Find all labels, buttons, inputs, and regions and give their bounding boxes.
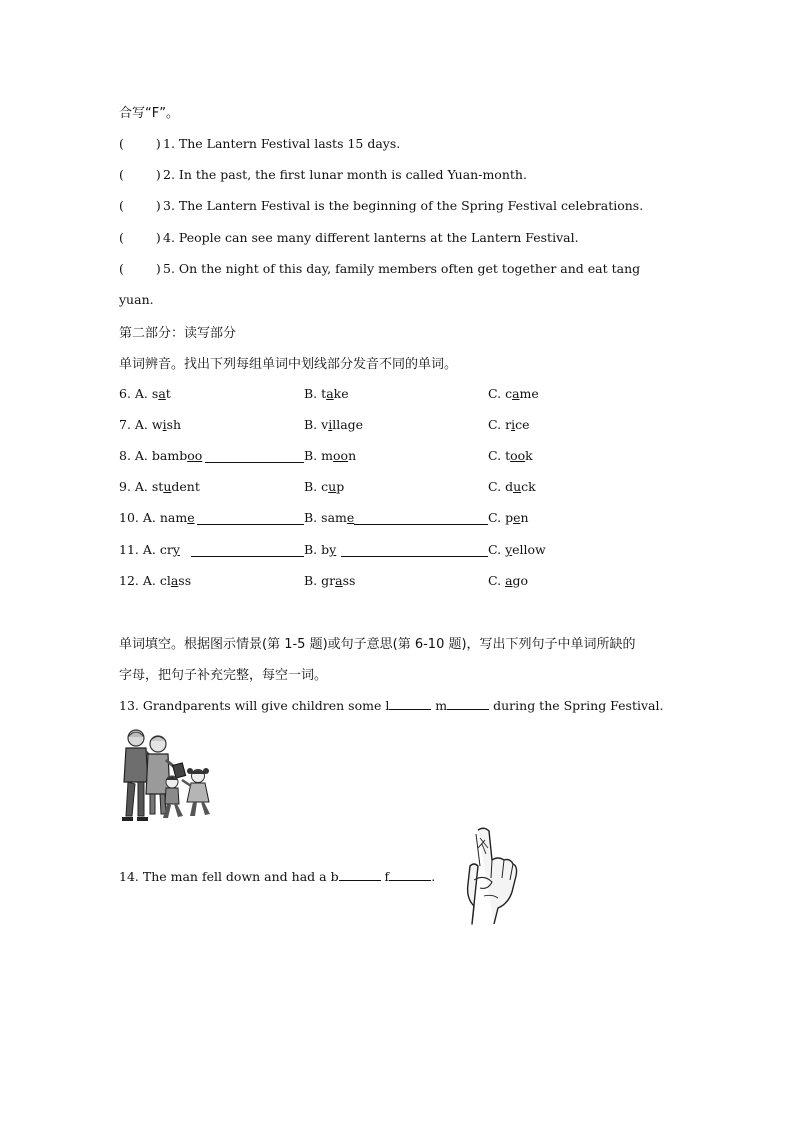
tf-item-text: 3. The Lantern Festival is the beginning of the Spring Festival celebrations. (163, 198, 644, 213)
word-start: c (505, 386, 513, 401)
word-start: w (151, 417, 163, 432)
phonics-option-c (488, 417, 529, 432)
word-start: st (151, 479, 164, 494)
tf-item (119, 136, 400, 151)
word-end: ke (333, 386, 349, 401)
phonics-option-b (304, 448, 356, 463)
intro-line: 合写“F”。 (119, 106, 179, 121)
word-start: d (505, 479, 514, 494)
word-start: p (505, 510, 514, 525)
phonics-option-b (304, 417, 363, 432)
q14-text-mid: f (380, 869, 390, 884)
option-label: B. (304, 542, 318, 557)
word-end: t (165, 386, 171, 401)
underlined-part: i (328, 417, 333, 432)
underlined-part: y (329, 542, 337, 557)
phonics-option-a (119, 448, 202, 463)
answer-parentheses[interactable] (119, 136, 163, 151)
paren-open: ( (119, 198, 124, 213)
underlined-part: u (513, 479, 522, 494)
word-start: b (321, 542, 330, 557)
word-end: me (519, 386, 539, 401)
answer-parentheses[interactable] (119, 167, 163, 182)
underlined-part: a (326, 386, 334, 401)
paren-open: ( (119, 230, 124, 245)
word-end: n (520, 510, 529, 525)
underline-leader (341, 556, 488, 557)
word-start: s (151, 386, 159, 401)
word-end: ss (342, 573, 356, 588)
underlined-part: oo (187, 448, 203, 463)
answer-parentheses[interactable] (119, 261, 163, 276)
underlined-part: i (511, 417, 516, 432)
word-end: p (336, 479, 345, 494)
option-label: B. (304, 573, 318, 588)
option-label: B. (304, 479, 318, 494)
word-end: n (348, 448, 357, 463)
underlined-part: e (187, 510, 195, 525)
option-label: C. (488, 448, 502, 463)
tf-item (119, 167, 527, 182)
option-label: B. (304, 386, 318, 401)
option-label: 10. A. (119, 510, 156, 525)
q14-blank-1[interactable] (339, 869, 381, 881)
finger-illustration (458, 826, 520, 926)
option-label: 6. A. (119, 386, 148, 401)
underlined-part: y (505, 542, 513, 557)
phonics-option-a (119, 479, 200, 494)
option-label: C. (488, 417, 502, 432)
underlined-part: a (505, 573, 513, 588)
tf-item (119, 198, 643, 213)
phonics-option-a (119, 386, 171, 401)
word-start: bamb (151, 448, 188, 463)
word-end: go (512, 573, 529, 588)
question-13 (119, 698, 663, 713)
word-end: sh (166, 417, 182, 432)
word-start: v (321, 417, 329, 432)
word-start: cr (159, 542, 173, 557)
underline-leader (205, 462, 304, 463)
phonics-option-c (488, 510, 529, 525)
phonics-option-a (119, 573, 191, 588)
word-start: nam (159, 510, 188, 525)
underlined-part: e (513, 510, 521, 525)
word-end: dent (171, 479, 200, 494)
word-end: ellow (512, 542, 546, 557)
phonics-option-c (488, 542, 546, 557)
paren-open: ( (119, 261, 124, 276)
q13-text-mid: m (431, 698, 448, 713)
underlined-part: e (346, 510, 355, 525)
option-label: C. (488, 479, 502, 494)
q13-text-post: during the Spring Festival. (489, 698, 664, 713)
q14-blank-2[interactable] (389, 869, 431, 881)
underlined-part: u (328, 479, 337, 494)
word-end: ce (515, 417, 530, 432)
underlined-part: a (170, 573, 179, 588)
phonics-option-b (304, 510, 354, 525)
tf-item (119, 230, 579, 245)
option-label: C. (488, 542, 502, 557)
paren-close: ) (155, 167, 161, 182)
phonics-option-c (488, 573, 528, 588)
option-label: C. (488, 386, 502, 401)
phonics-option-c (488, 448, 533, 463)
option-label: B. (304, 417, 318, 432)
fill-instruction-line1: 单词填空。根据图示情景(第 1-5 题)或句子意思(第 6-10 题)，写出下列句子中单词所缺的 (119, 637, 636, 652)
option-label: B. (304, 448, 318, 463)
phonics-instruction: 单词辨音。找出下列每组单词中划线部分发音不同的单词。 (119, 357, 458, 372)
word-end: ck (521, 479, 536, 494)
phonics-option-a (119, 510, 195, 525)
fill-instruction-line2: 字母，把句子补充完整，每空一词。 (119, 668, 328, 683)
option-label: 8. A. (119, 448, 148, 463)
underlined-part: y (172, 542, 180, 557)
underline-leader (354, 524, 488, 525)
phonics-option-a (119, 542, 180, 557)
tf-item-text: 1. The Lantern Festival lasts 15 days. (163, 136, 401, 151)
option-label: 7. A. (119, 417, 148, 432)
tf-item (119, 261, 640, 276)
option-label: B. (304, 510, 318, 525)
paren-close: ) (155, 136, 161, 151)
family-illustration (118, 724, 214, 824)
underline-leader (191, 556, 304, 557)
underlined-part: a (512, 386, 520, 401)
paren-open: ( (119, 136, 124, 151)
paren-close: ) (155, 198, 161, 213)
phonics-option-c (488, 479, 536, 494)
answer-parentheses[interactable] (119, 230, 163, 245)
q14-text-post: . (431, 869, 436, 884)
word-end: llage (332, 417, 364, 432)
tf-item-text: 4. People can see many different lanterns at the Lantern Festival. (163, 230, 579, 245)
phonics-option-b (304, 479, 344, 494)
word-start: c (321, 479, 329, 494)
word-start: m (321, 448, 334, 463)
option-label: C. (488, 510, 502, 525)
word-end: k (525, 448, 533, 463)
word-start: cl (159, 573, 171, 588)
paren-close: ) (155, 230, 161, 245)
phonics-option-a (119, 417, 181, 432)
underlined-part: oo (510, 448, 526, 463)
option-label: 11. A. (119, 542, 156, 557)
phonics-option-b (304, 386, 349, 401)
phonics-option-b (304, 573, 355, 588)
underlined-part: a (158, 386, 166, 401)
word-start: r (505, 417, 512, 432)
underlined-part: u (163, 479, 172, 494)
answer-parentheses[interactable] (119, 198, 163, 213)
part2-title: 第二部分：读写部分 (119, 326, 237, 341)
phonics-option-c (488, 386, 539, 401)
underlined-part: i (162, 417, 167, 432)
word-start: sam (321, 510, 347, 525)
word-end: ss (178, 573, 192, 588)
phonics-option-b (304, 542, 336, 557)
q13-text-pre: 13. Grandparents will give children some l (119, 698, 390, 713)
q13-blank-1[interactable] (389, 698, 431, 710)
underlined-part: oo (333, 448, 349, 463)
paren-open: ( (119, 167, 124, 182)
q14-text-pre: 14. The man fell down and had a b (119, 869, 339, 884)
underline-leader (197, 524, 304, 525)
option-label: C. (488, 573, 502, 588)
underlined-part: a (335, 573, 343, 588)
tf-item-text: 2. In the past, the first lunar month is called Yuan-month. (163, 167, 527, 182)
word-start: t (505, 448, 511, 463)
word-start: gr (321, 573, 336, 588)
tf-item-text: 5. On the night of this day, family members often get together and eat tang (163, 261, 641, 276)
paren-close: ) (155, 261, 161, 276)
question-14 (119, 869, 435, 884)
q13-blank-2[interactable] (447, 698, 489, 710)
tf-item5-continuation: yuan. (119, 292, 154, 307)
word-start: t (321, 386, 327, 401)
option-label: 12. A. (119, 573, 156, 588)
option-label: 9. A. (119, 479, 148, 494)
